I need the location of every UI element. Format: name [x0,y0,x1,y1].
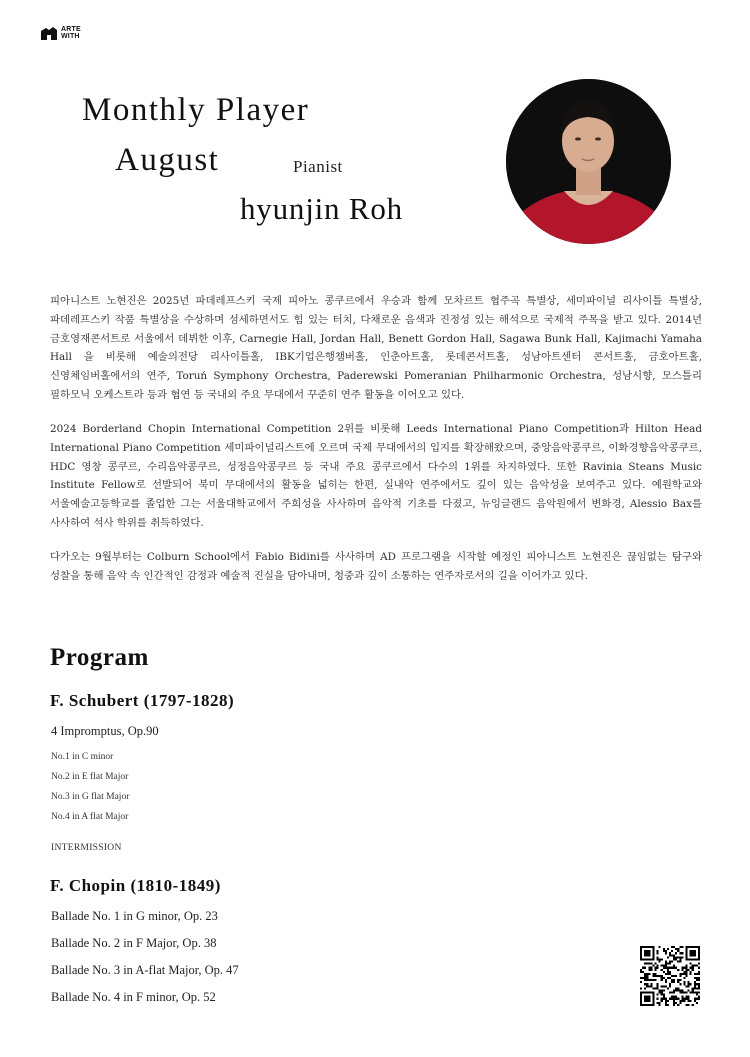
impromptu-list [51,750,129,830]
logo-line2: WITH [61,33,80,40]
portrait-photo [506,79,671,244]
performer-portrait [506,79,671,244]
ballade-list [51,908,239,1016]
list-item: No.1 in C minor [51,752,114,762]
performer-role: Pianist [293,157,343,176]
building-logo-icon [40,26,58,40]
bio-paragraph-2: 2024 Borderland Chopin International Competition 2위를 비롯해 Leeds International Piano Competition과 Hilton Head International Piano Competition 세미파이널리스트에 오르며 국제 무대에서의 입지를 확장해왔으며, 중앙음악콩쿠르, 이화경향음악콩쿠르, HDC 영창 콩쿠르, 수리음악콩쿠르, 성정음악콩쿠르 등 국내 주요 콩쿠르에서 다수의 1위를 차지하였다. 또한 Ravinia Steans Music Institute Fellow로 선발되어 북미 무대에서의 활동을 넓히는 한편, 실내악 연주에서도 깊이 있는 음악성을 보여주고 있다. 예원학교와 서울예술고등학교를 졸업한 그는 서울대학교에서 주희성을 사사하며 음악적 기초를 다졌고, 뉴잉글랜드 음악원에서 변화경, Alessio Bax를 사사하여 석사 학위를 취득하였다. [50,423,702,529]
list-item: No.3 in G flat Major [51,792,130,802]
work-impromptus: 4 Impromptus, Op.90 [51,724,159,738]
qr-code-icon [640,946,700,1006]
composer-schubert: F. Schubert (1797-1828) [50,691,235,710]
hero-month: August [115,142,220,178]
logo-line1: ARTE [61,26,81,33]
list-item: Ballade No. 2 in F Major, Op. 38 [51,936,217,950]
hero-title: Monthly Player [82,92,310,128]
list-item: Ballade No. 1 in G minor, Op. 23 [51,909,218,923]
bio-paragraph-3: 다가오는 9월부터는 Colburn School에서 Fabio Bidini를 사사하며 AD 프로그램을 시작할 예정인 피아니스트 노현진은 끊임없는 탐구와 성찰을 통해 음악 속 인간적인 감정과 예술적 진실을 담아내며, 청중과 깊이 소통하는 연주자로서의 길을 이어가고 있다. [50,551,702,582]
bio-paragraph-1: 피아니스트 노현진은 2025년 파데레프스키 국제 피아노 콩쿠르에서 우승과 함께 모차르트 협주곡 특별상, 세미파이널 리사이틀 특별상, 파데레프스키 작품 특별상을 수상하며 섬세하면서도 힘 있는 터치, 다채로운 음색과 진정성 있는 해석으로 국제적 주목을 받고 있다. 2014년 금호영재콘서트로 서울에서 데뷔한 이후, Carnegie Hall, Jordan Hall, Benett Gordon Hall, Sagawa Bunk Hall, Kajimachi Yamaha Hall 을 비롯해 예술의전당 리사이틀홀, IBK기업은행챔버홀, 인춘아트홀, 롯데콘서트홀, 성남아트센터 콘서트홀, 금호아트홀, 신영체임버홀에서의 연주, Toruń Symphony Orchestra, Paderewski Pomeranian Philharmonic Orchestra, 성남시향, 모스틀리 필하모닉 오케스트라 등과 협연 등 국내외 주요 무대에서 꾸준히 연주 활동을 이어오고 있다. [50,295,702,401]
list-item: Ballade No. 4 in F minor, Op. 52 [51,990,216,1004]
intermission-label: INTERMISSION [51,843,122,853]
list-item: No.4 in A flat Major [51,812,129,822]
list-item: No.2 in E flat Major [51,772,129,782]
program-heading: Program [50,644,149,671]
logo-text [61,26,81,40]
list-item: Ballade No. 3 in A-flat Major, Op. 47 [51,963,239,977]
composer-chopin: F. Chopin (1810-1849) [50,876,221,895]
brand-logo [40,26,81,40]
qr-code[interactable] [640,946,700,1006]
performer-name: hyunjin Roh [240,191,403,226]
